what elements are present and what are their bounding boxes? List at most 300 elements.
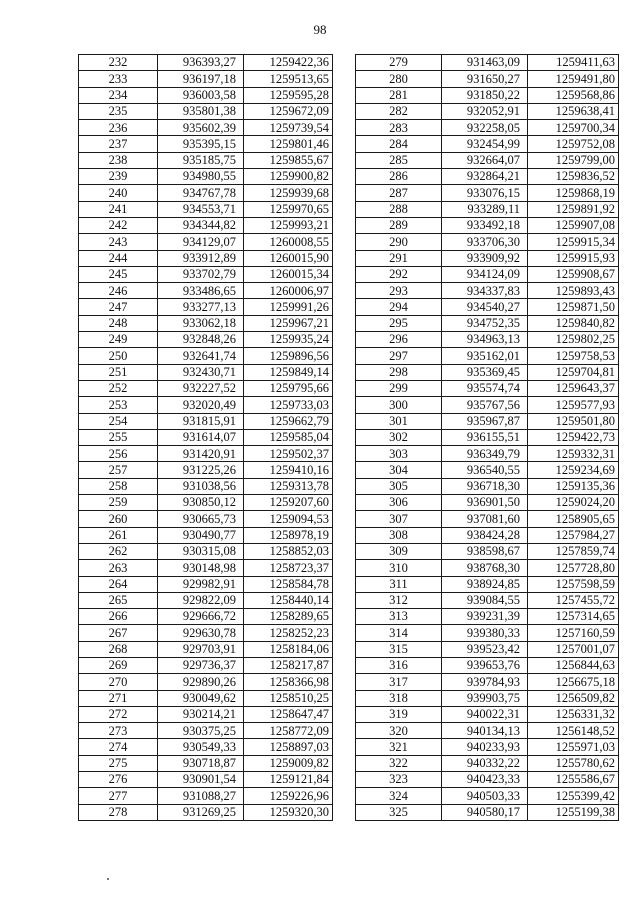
- x-coordinate-cell: 937081,60: [442, 511, 528, 527]
- x-coordinate-cell: 932664,07: [442, 152, 528, 168]
- point-number-cell: 287: [356, 185, 442, 201]
- x-coordinate-cell: 931038,56: [158, 478, 244, 494]
- table-row: [356, 739, 619, 755]
- y-coordinate-cell: 1258772,09: [244, 723, 333, 739]
- table-row: [356, 283, 619, 299]
- table-row: [356, 429, 619, 445]
- table-row: [356, 609, 619, 625]
- y-coordinate-cell: 1259313,78: [244, 478, 333, 494]
- x-coordinate-cell: 939084,55: [442, 592, 528, 608]
- x-coordinate-cell: 934767,78: [158, 185, 244, 201]
- x-coordinate-cell: 935162,01: [442, 348, 528, 364]
- point-number-cell: 303: [356, 446, 442, 462]
- y-coordinate-cell: 1259896,56: [244, 348, 333, 364]
- x-coordinate-cell: 935395,15: [158, 136, 244, 152]
- table-row: [79, 169, 333, 185]
- table-row: [79, 380, 333, 396]
- coordinates-table-right-body: [356, 55, 619, 821]
- x-coordinate-cell: 929890,26: [158, 674, 244, 690]
- y-coordinate-cell: 1256675,18: [528, 674, 619, 690]
- table-row: [356, 527, 619, 543]
- y-coordinate-cell: 1257455,72: [528, 592, 619, 608]
- table-row: [79, 511, 333, 527]
- y-coordinate-cell: 1258510,25: [244, 690, 333, 706]
- y-coordinate-cell: 1259935,24: [244, 332, 333, 348]
- x-coordinate-cell: 934337,83: [442, 283, 528, 299]
- table-row: [79, 283, 333, 299]
- x-coordinate-cell: 933062,18: [158, 315, 244, 331]
- table-row: [79, 201, 333, 217]
- x-coordinate-cell: 938424,28: [442, 527, 528, 543]
- y-coordinate-cell: 1259502,37: [244, 446, 333, 462]
- table-row: [356, 723, 619, 739]
- table-row: [356, 706, 619, 722]
- point-number-cell: 253: [79, 397, 158, 413]
- table-row: [356, 380, 619, 396]
- table-row: [356, 478, 619, 494]
- x-coordinate-cell: 932020,49: [158, 397, 244, 413]
- point-number-cell: 288: [356, 201, 442, 217]
- x-coordinate-cell: 940134,13: [442, 723, 528, 739]
- x-coordinate-cell: 933486,65: [158, 283, 244, 299]
- y-coordinate-cell: 1259024,20: [528, 495, 619, 511]
- table-row: [79, 299, 333, 315]
- point-number-cell: 324: [356, 788, 442, 804]
- y-coordinate-cell: 1258905,65: [528, 511, 619, 527]
- point-number-cell: 285: [356, 152, 442, 168]
- x-coordinate-cell: 932052,91: [442, 103, 528, 119]
- x-coordinate-cell: 933076,15: [442, 185, 528, 201]
- y-coordinate-cell: 1259915,34: [528, 234, 619, 250]
- scan-speck: [107, 878, 109, 880]
- y-coordinate-cell: 1259849,14: [244, 364, 333, 380]
- table-row: [79, 332, 333, 348]
- y-coordinate-cell: 1259891,92: [528, 201, 619, 217]
- y-coordinate-cell: 1259009,82: [244, 755, 333, 771]
- point-number-cell: 245: [79, 266, 158, 282]
- table-row: [356, 315, 619, 331]
- y-coordinate-cell: 1259410,16: [244, 462, 333, 478]
- x-coordinate-cell: 933702,79: [158, 266, 244, 282]
- y-coordinate-cell: 1259915,93: [528, 250, 619, 266]
- y-coordinate-cell: 1259234,69: [528, 462, 619, 478]
- point-number-cell: 312: [356, 592, 442, 608]
- x-coordinate-cell: 934129,07: [158, 234, 244, 250]
- y-coordinate-cell: 1258440,14: [244, 592, 333, 608]
- point-number-cell: 281: [356, 87, 442, 103]
- table-row: [79, 315, 333, 331]
- y-coordinate-cell: 1259840,82: [528, 315, 619, 331]
- x-coordinate-cell: 932454,99: [442, 136, 528, 152]
- y-coordinate-cell: 1259700,34: [528, 120, 619, 136]
- table-row: [79, 657, 333, 673]
- x-coordinate-cell: 932864,21: [442, 169, 528, 185]
- y-coordinate-cell: 1259908,67: [528, 266, 619, 282]
- x-coordinate-cell: 930375,25: [158, 723, 244, 739]
- point-number-cell: 298: [356, 364, 442, 380]
- point-number-cell: 280: [356, 71, 442, 87]
- table-row: [356, 641, 619, 657]
- point-number-cell: 321: [356, 739, 442, 755]
- y-coordinate-cell: 1259893,43: [528, 283, 619, 299]
- table-row: [79, 55, 333, 71]
- table-row: [79, 495, 333, 511]
- y-coordinate-cell: 1260015,34: [244, 266, 333, 282]
- table-row: [79, 152, 333, 168]
- y-coordinate-cell: 1258217,87: [244, 657, 333, 673]
- y-coordinate-cell: 1259704,81: [528, 364, 619, 380]
- table-row: [79, 478, 333, 494]
- y-coordinate-cell: 1258647,47: [244, 706, 333, 722]
- table-row: [356, 201, 619, 217]
- point-number-cell: 242: [79, 217, 158, 233]
- y-coordinate-cell: 1259585,04: [244, 429, 333, 445]
- x-coordinate-cell: 929736,37: [158, 657, 244, 673]
- y-coordinate-cell: 1259422,36: [244, 55, 333, 71]
- point-number-cell: 262: [79, 543, 158, 559]
- table-row: [79, 217, 333, 233]
- x-coordinate-cell: 930315,08: [158, 543, 244, 559]
- point-number-cell: 301: [356, 413, 442, 429]
- x-coordinate-cell: 936901,50: [442, 495, 528, 511]
- y-coordinate-cell: 1259411,63: [528, 55, 619, 71]
- x-coordinate-cell: 930490,77: [158, 527, 244, 543]
- table-row: [356, 234, 619, 250]
- point-number-cell: 289: [356, 217, 442, 233]
- y-coordinate-cell: 1258723,37: [244, 560, 333, 576]
- coordinates-table-left-body: [79, 55, 333, 821]
- y-coordinate-cell: 1255399,42: [528, 788, 619, 804]
- point-number-cell: 236: [79, 120, 158, 136]
- table-row: [356, 462, 619, 478]
- table-row: [79, 543, 333, 559]
- x-coordinate-cell: 930901,54: [158, 772, 244, 788]
- x-coordinate-cell: 929630,78: [158, 625, 244, 641]
- x-coordinate-cell: 936718,30: [442, 478, 528, 494]
- y-coordinate-cell: 1259513,65: [244, 71, 333, 87]
- y-coordinate-cell: 1257160,59: [528, 625, 619, 641]
- x-coordinate-cell: 939784,93: [442, 674, 528, 690]
- y-coordinate-cell: 1255586,67: [528, 772, 619, 788]
- y-coordinate-cell: 1259094,53: [244, 511, 333, 527]
- x-coordinate-cell: 939523,42: [442, 641, 528, 657]
- table-row: [356, 755, 619, 771]
- y-coordinate-cell: 1259422,73: [528, 429, 619, 445]
- y-coordinate-cell: 1257859,74: [528, 543, 619, 559]
- point-number-cell: 316: [356, 657, 442, 673]
- x-coordinate-cell: 930148,98: [158, 560, 244, 576]
- x-coordinate-cell: 933909,92: [442, 250, 528, 266]
- point-number-cell: 266: [79, 609, 158, 625]
- x-coordinate-cell: 936349,79: [442, 446, 528, 462]
- x-coordinate-cell: 931650,27: [442, 71, 528, 87]
- table-row: [356, 169, 619, 185]
- table-row: [79, 136, 333, 152]
- point-number-cell: 292: [356, 266, 442, 282]
- table-row: [356, 788, 619, 804]
- x-coordinate-cell: 929822,09: [158, 592, 244, 608]
- table-row: [79, 87, 333, 103]
- point-number-cell: 299: [356, 380, 442, 396]
- table-row: [356, 87, 619, 103]
- point-number-cell: 302: [356, 429, 442, 445]
- table-row: [356, 217, 619, 233]
- x-coordinate-cell: 931463,09: [442, 55, 528, 71]
- y-coordinate-cell: 1257001,07: [528, 641, 619, 657]
- y-coordinate-cell: 1259207,60: [244, 495, 333, 511]
- y-coordinate-cell: 1259577,93: [528, 397, 619, 413]
- point-number-cell: 256: [79, 446, 158, 462]
- point-number-cell: 300: [356, 397, 442, 413]
- table-row: [79, 234, 333, 250]
- y-coordinate-cell: 1259320,30: [244, 804, 333, 820]
- table-row: [79, 462, 333, 478]
- y-coordinate-cell: 1260008,55: [244, 234, 333, 250]
- table-row: [79, 364, 333, 380]
- x-coordinate-cell: 932641,74: [158, 348, 244, 364]
- x-coordinate-cell: 934344,82: [158, 217, 244, 233]
- point-number-cell: 309: [356, 543, 442, 559]
- x-coordinate-cell: 933277,13: [158, 299, 244, 315]
- x-coordinate-cell: 929703,91: [158, 641, 244, 657]
- point-number-cell: 310: [356, 560, 442, 576]
- table-row: [79, 804, 333, 820]
- point-number-cell: 304: [356, 462, 442, 478]
- point-number-cell: 258: [79, 478, 158, 494]
- y-coordinate-cell: 1258852,03: [244, 543, 333, 559]
- x-coordinate-cell: 933289,11: [442, 201, 528, 217]
- y-coordinate-cell: 1259795,66: [244, 380, 333, 396]
- table-row: [356, 299, 619, 315]
- table-row: [79, 772, 333, 788]
- y-coordinate-cell: 1257314,65: [528, 609, 619, 625]
- x-coordinate-cell: 931815,91: [158, 413, 244, 429]
- table-row: [79, 560, 333, 576]
- point-number-cell: 322: [356, 755, 442, 771]
- y-coordinate-cell: 1259993,21: [244, 217, 333, 233]
- table-row: [356, 266, 619, 282]
- point-number-cell: 249: [79, 332, 158, 348]
- table-row: [79, 103, 333, 119]
- y-coordinate-cell: 1259855,67: [244, 152, 333, 168]
- x-coordinate-cell: 936155,51: [442, 429, 528, 445]
- table-row: [356, 625, 619, 641]
- x-coordinate-cell: 934963,13: [442, 332, 528, 348]
- y-coordinate-cell: 1259568,86: [528, 87, 619, 103]
- point-number-cell: 317: [356, 674, 442, 690]
- x-coordinate-cell: 932848,26: [158, 332, 244, 348]
- x-coordinate-cell: 935801,38: [158, 103, 244, 119]
- table-row: [79, 266, 333, 282]
- x-coordinate-cell: 935767,56: [442, 397, 528, 413]
- x-coordinate-cell: 935369,45: [442, 364, 528, 380]
- x-coordinate-cell: 938598,67: [442, 543, 528, 559]
- point-number-cell: 237: [79, 136, 158, 152]
- point-number-cell: 261: [79, 527, 158, 543]
- point-number-cell: 268: [79, 641, 158, 657]
- y-coordinate-cell: 1259967,21: [244, 315, 333, 331]
- y-coordinate-cell: 1258252,23: [244, 625, 333, 641]
- table-row: [356, 772, 619, 788]
- x-coordinate-cell: 935602,39: [158, 120, 244, 136]
- table-row: [356, 348, 619, 364]
- point-number-cell: 255: [79, 429, 158, 445]
- point-number-cell: 248: [79, 315, 158, 331]
- point-number-cell: 319: [356, 706, 442, 722]
- page-number: 98: [313, 22, 327, 37]
- x-coordinate-cell: 936197,18: [158, 71, 244, 87]
- point-number-cell: 265: [79, 592, 158, 608]
- y-coordinate-cell: 1259733,03: [244, 397, 333, 413]
- x-coordinate-cell: 938768,30: [442, 560, 528, 576]
- y-coordinate-cell: 1255971,03: [528, 739, 619, 755]
- x-coordinate-cell: 933706,30: [442, 234, 528, 250]
- x-coordinate-cell: 931850,22: [442, 87, 528, 103]
- point-number-cell: 296: [356, 332, 442, 348]
- y-coordinate-cell: 1257598,59: [528, 576, 619, 592]
- table-row: [356, 397, 619, 413]
- point-number-cell: 279: [356, 55, 442, 71]
- table-row: [356, 495, 619, 511]
- x-coordinate-cell: 933492,18: [442, 217, 528, 233]
- x-coordinate-cell: 934553,71: [158, 201, 244, 217]
- table-row: [79, 723, 333, 739]
- x-coordinate-cell: 935185,75: [158, 152, 244, 168]
- table-row: [79, 71, 333, 87]
- table-row: [79, 674, 333, 690]
- point-number-cell: 283: [356, 120, 442, 136]
- point-number-cell: 297: [356, 348, 442, 364]
- point-number-cell: 269: [79, 657, 158, 673]
- y-coordinate-cell: 1260015,90: [244, 250, 333, 266]
- point-number-cell: 250: [79, 348, 158, 364]
- point-number-cell: 293: [356, 283, 442, 299]
- point-number-cell: 232: [79, 55, 158, 71]
- point-number-cell: 318: [356, 690, 442, 706]
- table-row: [356, 103, 619, 119]
- point-number-cell: 235: [79, 103, 158, 119]
- y-coordinate-cell: 1258184,06: [244, 641, 333, 657]
- x-coordinate-cell: 930718,87: [158, 755, 244, 771]
- x-coordinate-cell: 939231,39: [442, 609, 528, 625]
- x-coordinate-cell: 930665,73: [158, 511, 244, 527]
- point-number-cell: 305: [356, 478, 442, 494]
- y-coordinate-cell: 1255199,38: [528, 804, 619, 820]
- x-coordinate-cell: 934752,35: [442, 315, 528, 331]
- x-coordinate-cell: 931614,07: [158, 429, 244, 445]
- point-number-cell: 284: [356, 136, 442, 152]
- point-number-cell: 277: [79, 788, 158, 804]
- table-row: [356, 136, 619, 152]
- y-coordinate-cell: 1259991,26: [244, 299, 333, 315]
- point-number-cell: 267: [79, 625, 158, 641]
- x-coordinate-cell: 938924,85: [442, 576, 528, 592]
- point-number-cell: 254: [79, 413, 158, 429]
- table-row: [356, 576, 619, 592]
- point-number-cell: 238: [79, 152, 158, 168]
- x-coordinate-cell: 936540,55: [442, 462, 528, 478]
- point-number-cell: 313: [356, 609, 442, 625]
- x-coordinate-cell: 932227,52: [158, 380, 244, 396]
- point-number-cell: 273: [79, 723, 158, 739]
- table-row: [79, 413, 333, 429]
- x-coordinate-cell: 936003,58: [158, 87, 244, 103]
- point-number-cell: 263: [79, 560, 158, 576]
- point-number-cell: 282: [356, 103, 442, 119]
- point-number-cell: 294: [356, 299, 442, 315]
- x-coordinate-cell: 930850,12: [158, 495, 244, 511]
- table-row: [79, 609, 333, 625]
- y-coordinate-cell: 1259799,00: [528, 152, 619, 168]
- point-number-cell: 290: [356, 234, 442, 250]
- coordinates-table-left: [78, 54, 333, 821]
- x-coordinate-cell: 932258,05: [442, 120, 528, 136]
- y-coordinate-cell: 1259907,08: [528, 217, 619, 233]
- point-number-cell: 314: [356, 625, 442, 641]
- table-row: [79, 527, 333, 543]
- table-row: [79, 397, 333, 413]
- point-number-cell: 247: [79, 299, 158, 315]
- y-coordinate-cell: 1259595,28: [244, 87, 333, 103]
- y-coordinate-cell: 1257728,80: [528, 560, 619, 576]
- point-number-cell: 240: [79, 185, 158, 201]
- y-coordinate-cell: 1259758,53: [528, 348, 619, 364]
- x-coordinate-cell: 940423,33: [442, 772, 528, 788]
- table-row: [79, 120, 333, 136]
- table-row: [356, 185, 619, 201]
- table-row: [79, 250, 333, 266]
- y-coordinate-cell: 1259501,80: [528, 413, 619, 429]
- point-number-cell: 311: [356, 576, 442, 592]
- x-coordinate-cell: 934540,27: [442, 299, 528, 315]
- point-number-cell: 307: [356, 511, 442, 527]
- point-number-cell: 259: [79, 495, 158, 511]
- y-coordinate-cell: 1259836,52: [528, 169, 619, 185]
- table-row: [356, 511, 619, 527]
- x-coordinate-cell: 939380,33: [442, 625, 528, 641]
- y-coordinate-cell: 1258584,78: [244, 576, 333, 592]
- table-row: [356, 657, 619, 673]
- point-number-cell: 286: [356, 169, 442, 185]
- point-number-cell: 325: [356, 804, 442, 820]
- point-number-cell: 308: [356, 527, 442, 543]
- table-row: [356, 543, 619, 559]
- y-coordinate-cell: 1259970,65: [244, 201, 333, 217]
- coordinates-table-right: [355, 54, 619, 821]
- y-coordinate-cell: 1259643,37: [528, 380, 619, 396]
- x-coordinate-cell: 934124,09: [442, 266, 528, 282]
- y-coordinate-cell: 1259900,82: [244, 169, 333, 185]
- point-number-cell: 264: [79, 576, 158, 592]
- table-row: [79, 755, 333, 771]
- y-coordinate-cell: 1259672,09: [244, 103, 333, 119]
- point-number-cell: 323: [356, 772, 442, 788]
- x-coordinate-cell: 940580,17: [442, 804, 528, 820]
- table-row: [79, 429, 333, 445]
- table-row: [356, 250, 619, 266]
- x-coordinate-cell: 940332,22: [442, 755, 528, 771]
- table-row: [356, 120, 619, 136]
- y-coordinate-cell: 1258289,65: [244, 609, 333, 625]
- x-coordinate-cell: 931225,26: [158, 462, 244, 478]
- y-coordinate-cell: 1259752,08: [528, 136, 619, 152]
- y-coordinate-cell: 1260006,97: [244, 283, 333, 299]
- table-row: [79, 641, 333, 657]
- point-number-cell: 251: [79, 364, 158, 380]
- table-row: [356, 55, 619, 71]
- y-coordinate-cell: 1259802,25: [528, 332, 619, 348]
- y-coordinate-cell: 1259868,19: [528, 185, 619, 201]
